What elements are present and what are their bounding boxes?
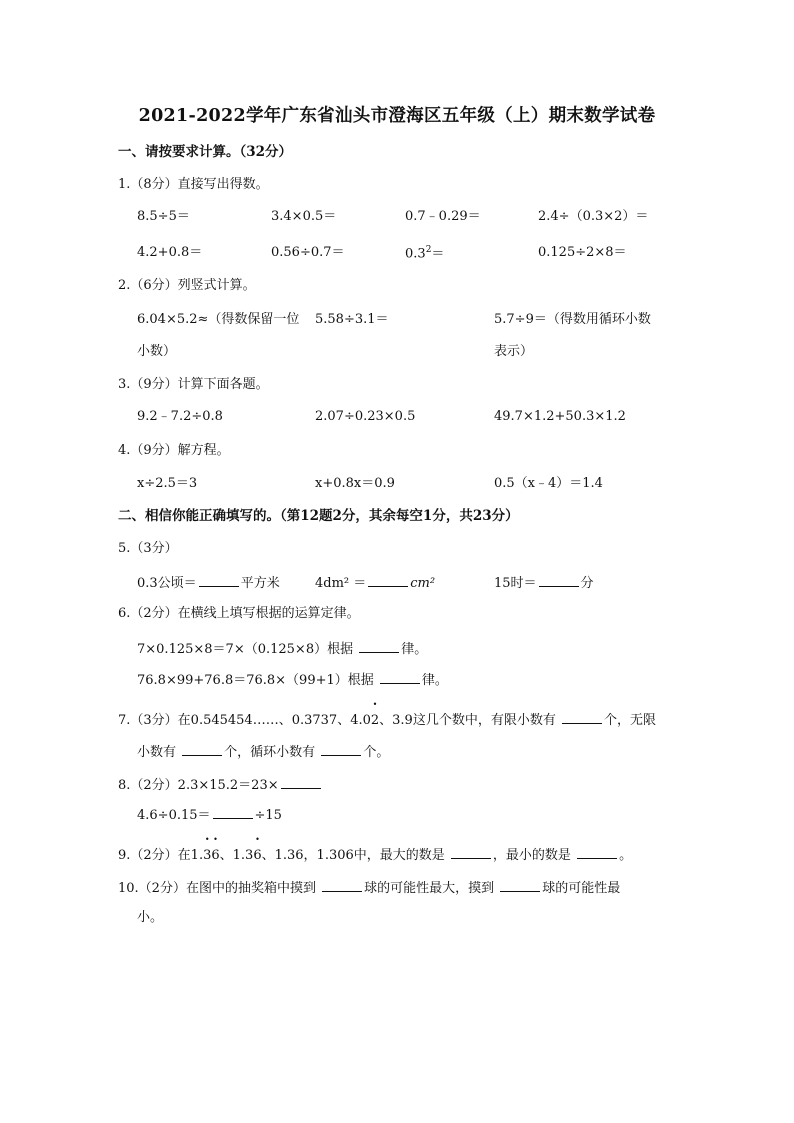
- q4-heading: 4.（9分）解方程。: [118, 443, 230, 458]
- q2-item-c-cont: 表示）: [494, 344, 534, 359]
- q3-item-3: 49.7×1.2+50.3×1.2: [494, 409, 626, 424]
- q8-line-2: 4.6÷0.15＝ ÷15: [137, 808, 282, 823]
- q1-item-7-exponent: 2: [425, 245, 432, 255]
- answer-blank[interactable]: [213, 806, 253, 819]
- section-1-heading: 一、请按要求计算。（32分）: [118, 144, 293, 160]
- q3-item-2: 2.07÷0.23×0.5: [315, 409, 416, 424]
- q10-line-1: 10.（2分）在图中的抽奖箱中摸到 球的可能性最大，摸到 球的可能性最: [118, 881, 621, 896]
- q6-heading: 6.（2分）在横线上填写根据的运算定律。: [118, 606, 360, 621]
- answer-blank[interactable]: [281, 776, 321, 789]
- repeating-digit: • 6: [253, 849, 261, 862]
- answer-blank[interactable]: [500, 879, 540, 892]
- answer-blank[interactable]: [199, 574, 239, 587]
- q1-item-1: 8.5÷5＝: [137, 209, 190, 224]
- q5-item-b: 4dm² ＝ cm²: [315, 576, 436, 591]
- q1-item-8: 0.125÷2×8＝: [538, 245, 627, 260]
- answer-blank[interactable]: [368, 574, 408, 587]
- answer-blank[interactable]: [322, 879, 362, 892]
- q2-item-c: 5.7÷9＝（得数用循环小数: [494, 312, 651, 327]
- q5-item-c: 15时＝ 分: [494, 576, 594, 591]
- repeating-digit: • 3: [203, 849, 211, 862]
- q2-item-a-cont: 小数）: [137, 344, 177, 359]
- q1-item-4: 2.4÷（0.3×2）＝: [538, 209, 649, 224]
- q4-item-2: x+0.8x＝0.9: [315, 476, 395, 491]
- q5-heading: 5.（3分）: [118, 541, 178, 556]
- q5-item-a: 0.3公顷＝ 平方米: [137, 576, 280, 591]
- q2-item-b: 5.58÷3.1＝: [315, 312, 389, 327]
- q8-line-1: 8.（2分）2.3×15.2＝23×: [118, 776, 323, 792]
- q3-item-1: 9.2﹣7.2÷0.8: [137, 409, 223, 424]
- section-2-heading: 二、相信你能正确填写的。（第12题2分，其余每空1分，共23分）: [118, 508, 519, 524]
- answer-blank[interactable]: [562, 711, 602, 724]
- q7-line-1: 7.（3分）在0.545454……、0.3737、4.0• 2、3.9这几个数中，有限小数有 个，无限: [118, 711, 656, 727]
- page-title: 2021-2022学年广东省汕头市澄海区五年级（上）期末数学试卷: [138, 106, 656, 126]
- answer-blank[interactable]: [359, 640, 399, 653]
- answer-blank[interactable]: [539, 574, 579, 587]
- answer-blank[interactable]: [182, 743, 222, 756]
- q10-line-2: 小。: [137, 910, 164, 925]
- q1-item-5: 4.2+0.8＝: [137, 245, 203, 260]
- q4-item-1: x÷2.5＝3: [137, 476, 198, 491]
- q1-item-7: $0.3^2=$: [405, 245, 445, 262]
- q1-item-6: 0.56÷0.7＝: [271, 245, 345, 260]
- q1-item-3: 0.7﹣0.29＝: [405, 209, 481, 224]
- q3-heading: 3.（9分）计算下面各题。: [118, 377, 269, 392]
- repeating-digit: • 2: [371, 714, 379, 727]
- q4-item-3: 0.5（x﹣4）＝1.4: [494, 476, 603, 491]
- q6-line-2: 76.8×99+76.8＝76.8×（99+1）根据 律。: [137, 673, 448, 688]
- q2-item-a: 6.04×5.2≈（得数保留一位: [137, 312, 300, 327]
- q9-line: 9.（2分）在1.• 3• 6、1.3• 6、1.36，1.306中，最大的数是 ，最小的数是 。: [118, 846, 632, 862]
- answer-blank[interactable]: [321, 743, 361, 756]
- answer-blank[interactable]: [451, 846, 491, 859]
- answer-blank[interactable]: [577, 846, 617, 859]
- q1-heading: 1.（8分）直接写出得数。: [118, 177, 269, 192]
- q1-item-2: 3.4×0.5＝: [271, 209, 337, 224]
- q2-heading: 2.（6分）列竖式计算。: [118, 278, 256, 293]
- q6-line-1: 7×0.125×8＝7×（0.125×8）根据 律。: [137, 642, 428, 657]
- answer-blank[interactable]: [380, 671, 420, 684]
- q7-line-2: 小数有 个，循环小数有 个。: [137, 745, 390, 760]
- repeating-digit: • 6: [211, 849, 219, 862]
